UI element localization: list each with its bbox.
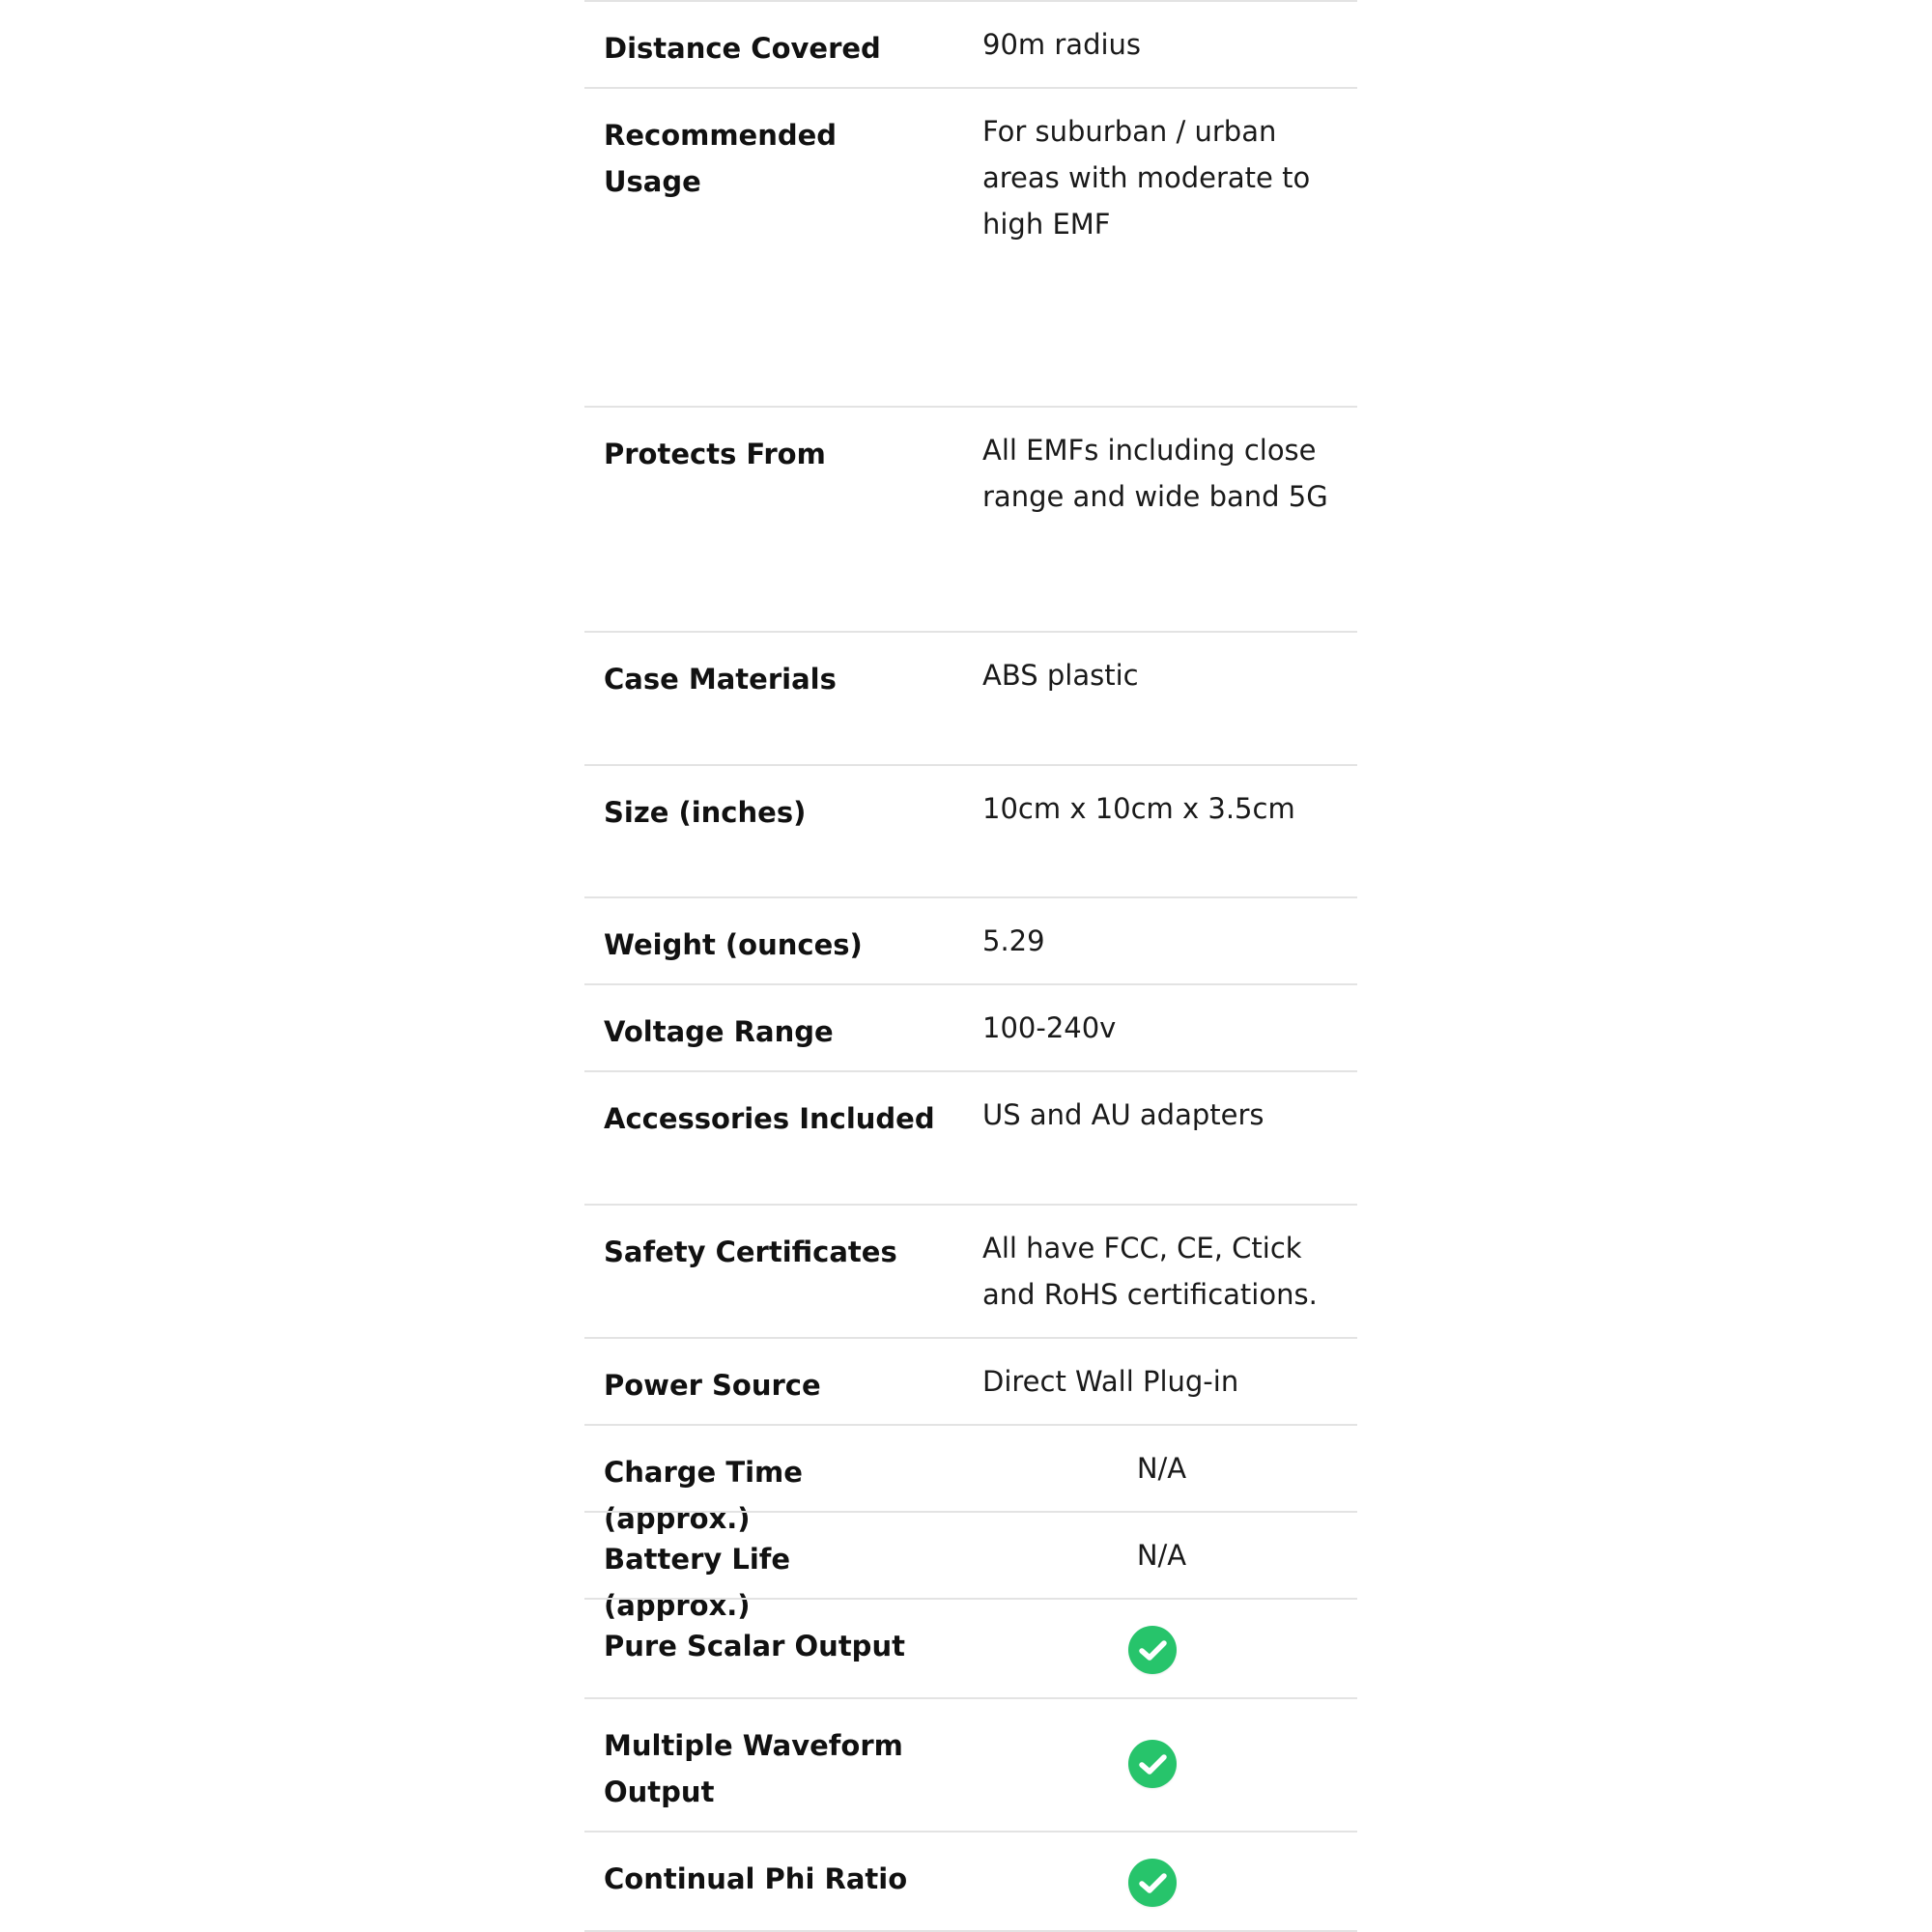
spec-label: Case Materials	[604, 663, 837, 696]
spec-row-pure-scalar-output	[584, 1598, 1357, 1697]
spec-label: Accessories Included	[604, 1102, 935, 1135]
spec-value: N/A	[1136, 1452, 1187, 1485]
spec-label: Battery Life (approx.)	[604, 1543, 791, 1622]
spec-value: Direct Wall Plug-in	[982, 1365, 1239, 1398]
spec-label: Protects From	[604, 438, 826, 470]
spec-value: 10cm x 10cm x 3.5cm	[982, 792, 1295, 825]
spec-row-size	[584, 764, 1357, 896]
spec-row-battery-life	[584, 1511, 1357, 1622]
spec-row-recommended-usage	[584, 87, 1357, 406]
spec-value: N/A	[1136, 1539, 1187, 1572]
spec-value: ABS plastic	[982, 659, 1139, 692]
spec-value: 100-240v	[982, 1011, 1117, 1044]
spec-row-power-source	[584, 1337, 1357, 1424]
spec-label: Weight (ounces)	[604, 928, 863, 961]
spec-label: Continual Phi Ratio	[604, 1862, 908, 1895]
spec-label: Safety Certificates	[604, 1236, 897, 1268]
spec-value: All have FCC, CE, Ctick and RoHS certifications.	[982, 1232, 1318, 1311]
spec-value: 90m radius	[982, 28, 1142, 61]
spec-row-continual-phi-ratio	[584, 1831, 1357, 1932]
spec-label: Pure Scalar Output	[604, 1630, 905, 1662]
spec-label: Distance Covered	[604, 32, 881, 65]
spec-row-protects-from	[584, 406, 1357, 631]
spec-value: For suburban / urban areas with moderate to high EMF	[982, 115, 1311, 241]
spec-row-voltage-range	[584, 983, 1357, 1070]
spec-row-distance-covered	[584, 0, 1357, 87]
check-circle-icon	[1128, 1626, 1177, 1674]
spec-row-accessories-included	[584, 1070, 1357, 1204]
check-circle-icon	[1128, 1740, 1177, 1788]
spec-label: Voltage Range	[604, 1015, 834, 1048]
spec-value: 5.29	[982, 924, 1045, 957]
spec-row-safety-certificates	[584, 1204, 1357, 1337]
spec-label: Power Source	[604, 1369, 821, 1402]
spec-value: US and AU adapters	[982, 1098, 1264, 1131]
spec-label: Size (inches)	[604, 796, 807, 829]
spec-label: Multiple Waveform Output	[604, 1729, 903, 1808]
spec-row-weight	[584, 896, 1357, 983]
spec-row-charge-time	[584, 1424, 1357, 1535]
spec-row-case-materials	[584, 631, 1357, 764]
spec-table	[584, 0, 1357, 1932]
spec-label: Recommended Usage	[604, 119, 838, 198]
check-circle-icon	[1128, 1859, 1177, 1907]
spec-value: All EMFs including close range and wide band 5G	[982, 434, 1328, 513]
spec-row-multiple-waveform-output	[584, 1697, 1357, 1831]
spec-label: Charge Time (approx.)	[604, 1456, 803, 1535]
